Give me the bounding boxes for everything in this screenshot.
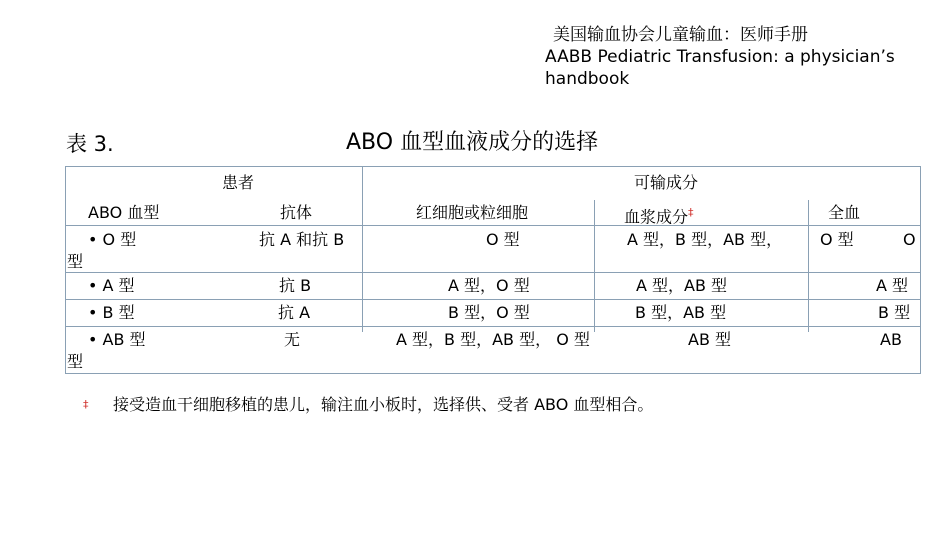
table-title: ABO 血型血液成分的选择: [346, 130, 599, 155]
cell-antibody: 抗 B: [279, 276, 312, 295]
col-header-plasma: [624, 203, 694, 227]
cell-wrap-end: 型: [67, 352, 84, 371]
cell-antibody: 抗 A 和抗 B: [259, 230, 345, 249]
cell-whole-blood: B 型: [878, 303, 911, 322]
cell-plasma: A 型，AB 型: [636, 276, 728, 295]
cell-rbc: O 型: [486, 230, 520, 249]
cell-antibody: 抗 A: [278, 303, 311, 322]
cell-rbc: A 型，B 型，AB 型， O 型: [396, 330, 590, 349]
col-header-abo: ABO 血型: [88, 203, 160, 222]
cell-rbc: A 型，O 型: [448, 276, 530, 295]
col-header-whole-blood: 全血: [828, 203, 861, 222]
cell-plasma: A 型，B 型，AB 型，: [627, 230, 783, 249]
source-title-chinese: 美国输血协会儿童输血：医师手册: [553, 25, 808, 45]
col-header-plasma-label: 血浆成分: [624, 207, 689, 227]
cell-whole-blood: A 型: [876, 276, 909, 295]
table-label: 表 3.: [66, 132, 114, 156]
cell-rbc: B 型，O 型: [448, 303, 530, 322]
cell-plasma: B 型，AB 型: [635, 303, 727, 322]
source-title-english: AABB Pediatric Transfusion: a physician’s: [545, 47, 895, 67]
col-header-rbc: 红细胞或粒细胞: [416, 203, 529, 222]
cell-abo: • AB 型: [88, 330, 146, 349]
footnote-mark: ‡: [83, 398, 89, 411]
cell-abo: • O 型: [88, 230, 137, 249]
source-title-english-cont: handbook: [545, 69, 630, 89]
cell-wrap-start: O: [903, 230, 916, 249]
header-transfusable-components: 可输成分: [634, 173, 699, 192]
cell-whole-blood: O 型: [820, 230, 854, 249]
cell-abo: • A 型: [88, 276, 135, 295]
col-header-antibody: 抗体: [280, 203, 313, 222]
cell-antibody: 无: [284, 330, 301, 349]
footnote-text: 接受造血干细胞移植的患儿，输注血小板时，选择供、受者 ABO 血型相合。: [113, 395, 654, 414]
cell-abo: • B 型: [88, 303, 135, 322]
double-dagger-mark: ‡: [688, 206, 694, 219]
cell-wrap-start: AB: [880, 330, 902, 349]
header-patient: 患者: [222, 173, 255, 192]
cell-wrap-end: 型: [67, 252, 84, 271]
cell-plasma: AB 型: [688, 330, 732, 349]
